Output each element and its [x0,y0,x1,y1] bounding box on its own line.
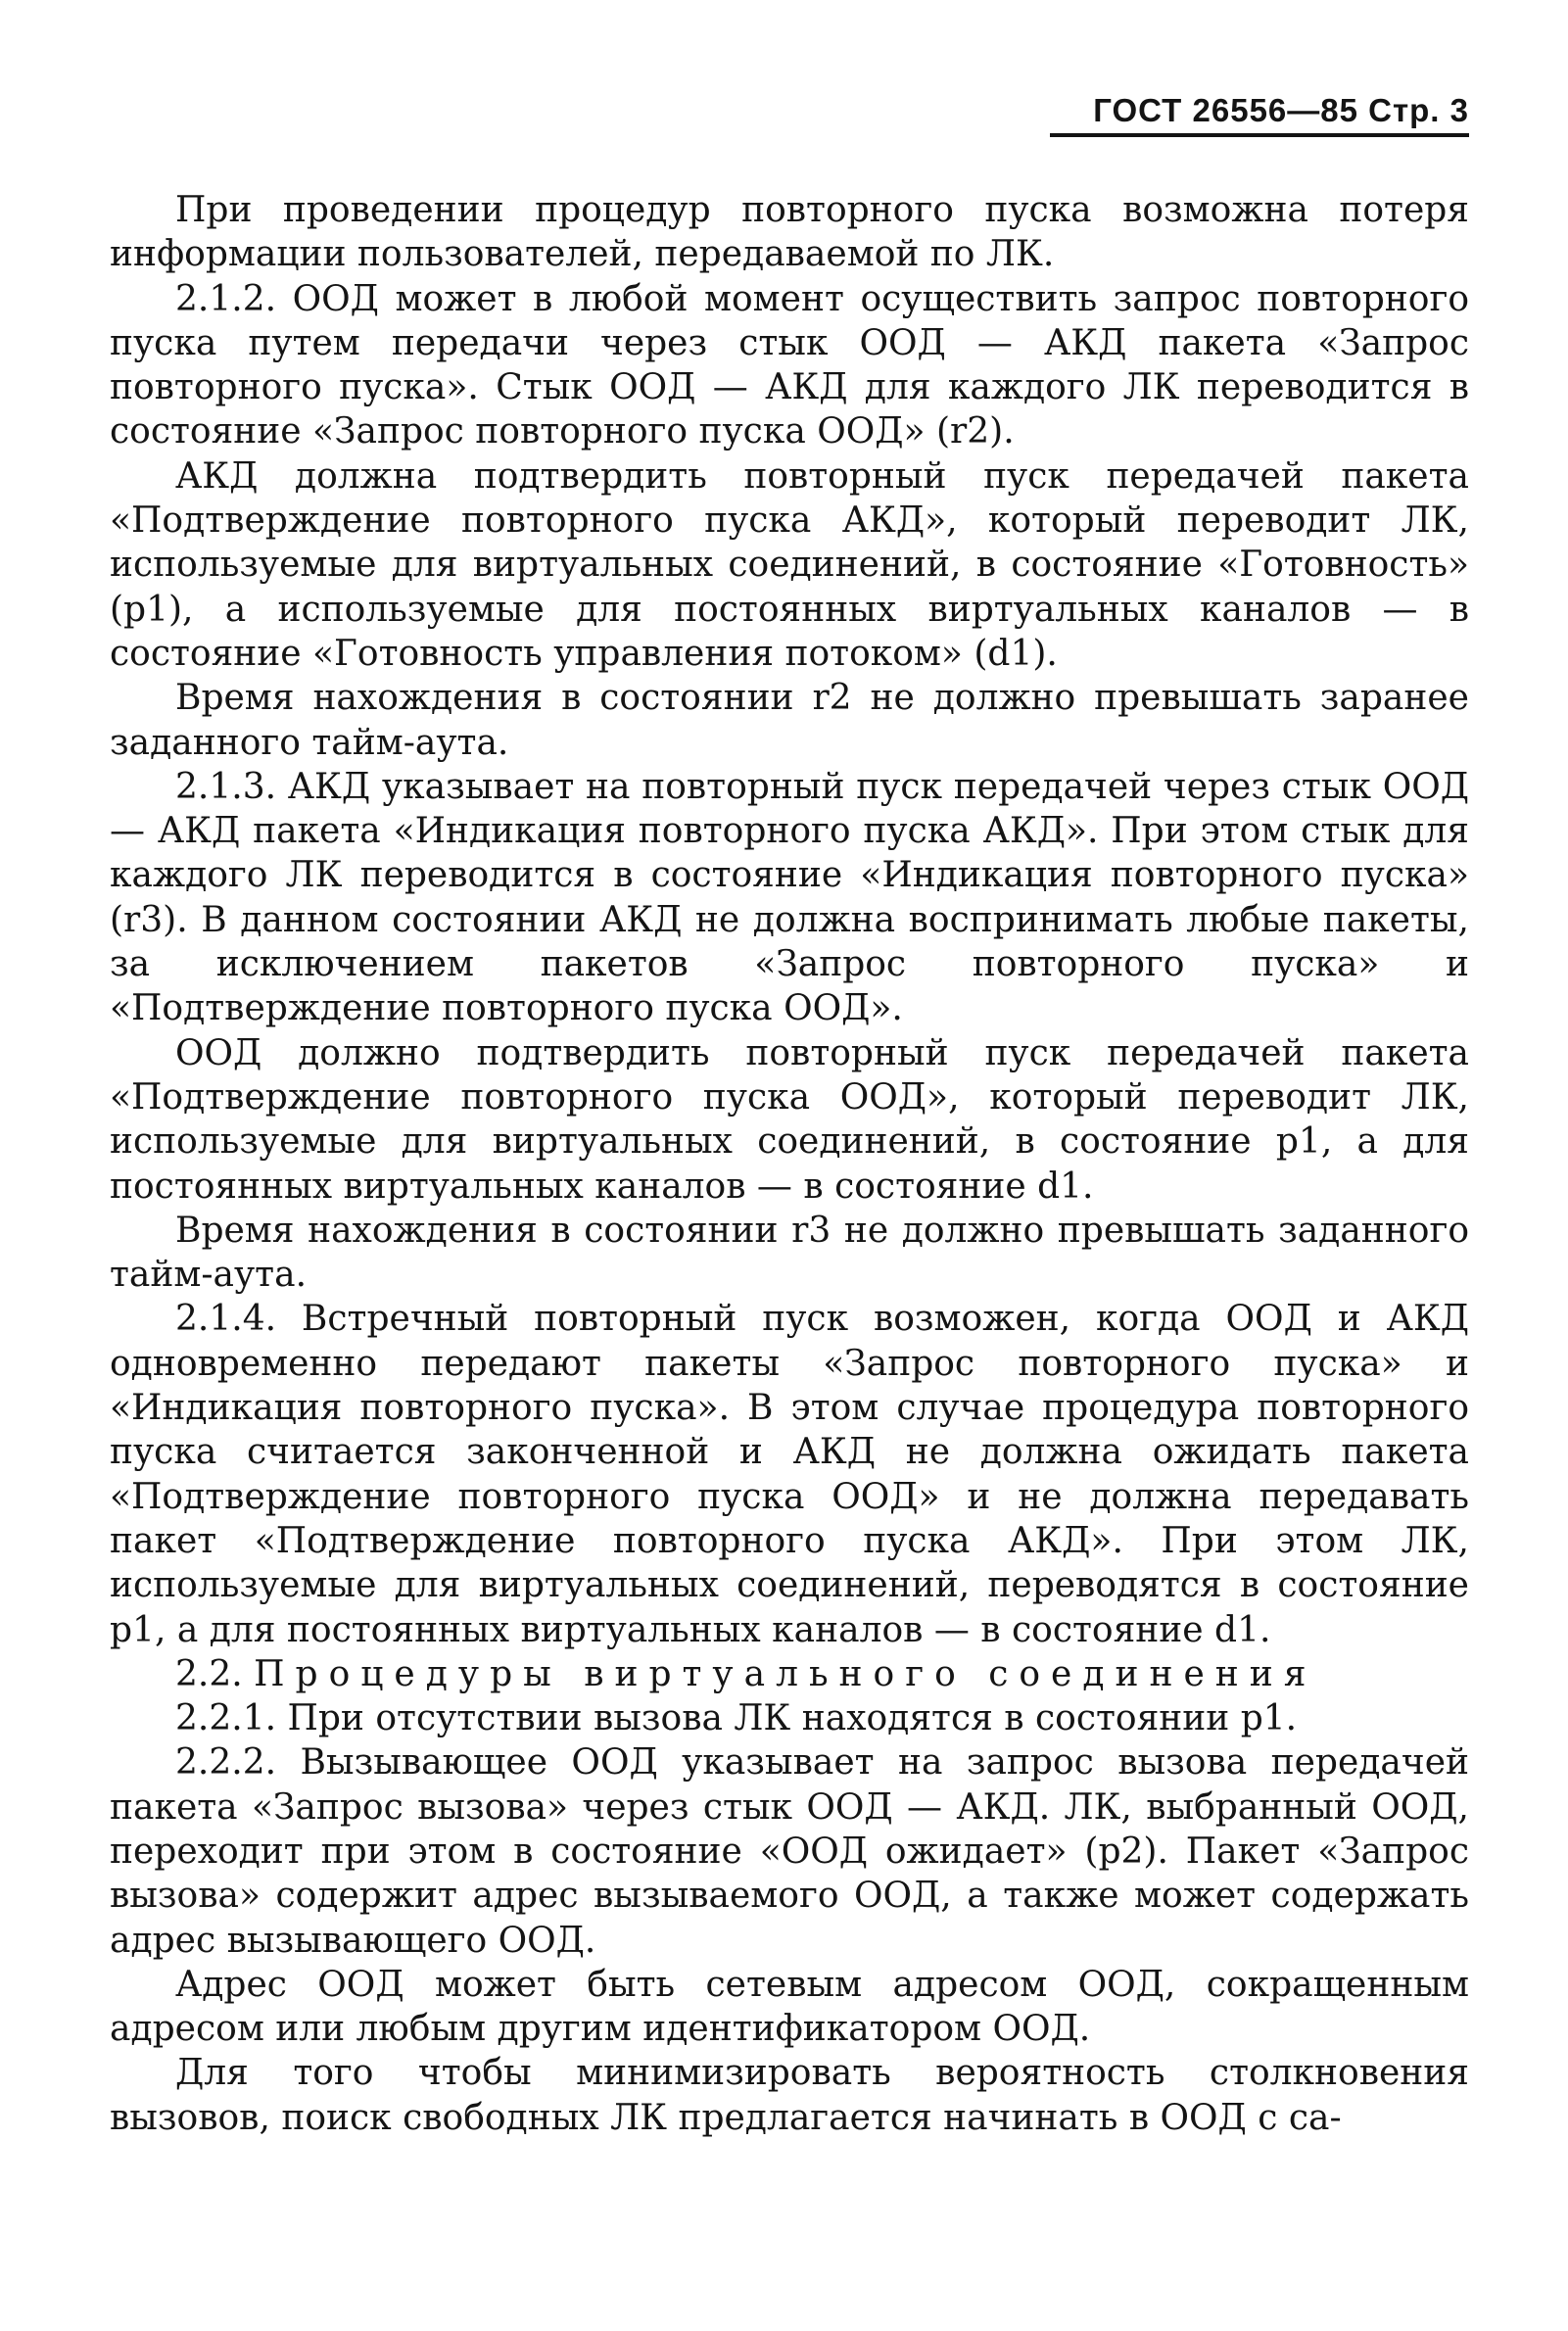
paragraph-2-1-4: 2.1.4. Встречный повторный пуск возможен, когда ООД и АКД одновременно передают пакеты «Запрос повторного пуска» и «Индикация повторного пуска». В этом случае процедура повторного пуска считается законченной и АКД не должна ожидать пакета «Подтверждение повторного пуска ООД» и не должна передавать пакет «Подтверждение повторного пуска АКД». При этом ЛК, используемые для виртуальных соединений, переводятся в состояние p1, а для постоянных виртуальных каналов — в состояние d1. [110,1299,1469,1650]
page-number: Стр. 3 [1368,92,1469,128]
paragraph-2-2-1: 2.2.1. При отсутствии вызова ЛК находятся в состоянии p1. [175,1698,1298,1739]
paragraph: АКД должна подтвердить повторный пуск передачей пакета «Подтверждение повторного пуска АКД», который переводит ЛК, используемые для виртуальных соединений, в состояние «Готовность» (p1), а используемые для постоянных виртуальных каналов — в состояние «Готовность управления потоком» (d1). [110,455,1469,674]
section-title: Процедуры виртуального соединения [254,1653,1317,1694]
paragraph: Для того чтобы минимизировать вероятность столкновения вызовов, поиск свободных ЛК предлагается начинать в ООД с са- [110,2053,1469,2138]
paragraph-2-1-3: 2.1.3. АКД указывает на повторный пуск передачей через стык ООД — АКД пакета «Индикация повторного пуска АКД». При этом стык для каждого ЛК переводится в состояние «Индикация повторного пуска» (r3). В данном состоянии АКД не должна воспринимать любые пакеты, за исключением пакетов «Запрос повторного пуска» и «Подтверждение повторного пуска ООД». [110,766,1469,1029]
document-body [110,188,1469,2140]
paragraph: Время нахождения в состоянии r2 не должно превышать заранее заданного тайм-аута. [110,678,1469,763]
section-number: 2.2. [175,1653,243,1694]
section-heading-2-2 [110,1652,1469,1696]
paragraph-2-1-2: 2.1.2. ООД может в любой момент осуществить запрос повторного пуска путем передачи через стык ООД — АКД пакета «Запрос повторного пуска». Стык ООД — АКД для каждого ЛК переводится в состояние «Запрос повторного пуска ООД» (r2). [110,278,1469,452]
paragraph: Время нахождения в состоянии r3 не должно превышать заданного тайм-аута. [110,1210,1469,1296]
page-header [1050,84,1469,137]
paragraph: При проведении процедур повторного пуска возможна потеря информации пользователей, передаваемой по ЛК. [110,190,1469,275]
paragraph-2-2-2: 2.2.2. Вызывающее ООД указывает на запрос вызова передачей пакета «Запрос вызова» через стык ООД — АКД. ЛК, выбранный ООД, переходит при этом в состояние «ООД ожидает» (p2). Пакет «Запрос вызова» содержит адрес вызываемого ООД, а также может содержать адрес вызывающего ООД. [110,1742,1469,1961]
paragraph: Адрес ООД может быть сетевым адресом ООД, сокращенным адресом или любым другим идентификатором ООД. [110,1964,1469,2050]
paragraph: ООД должно подтвердить повторный пуск передачей пакета «Подтверждение повторного пуска ООД», который переводит ЛК, используемые для виртуальных соединений, в состояние p1, а для постоянных виртуальных каналов — в состояние d1. [110,1032,1469,1207]
standard-reference: ГОСТ 26556—85 [1093,92,1358,128]
